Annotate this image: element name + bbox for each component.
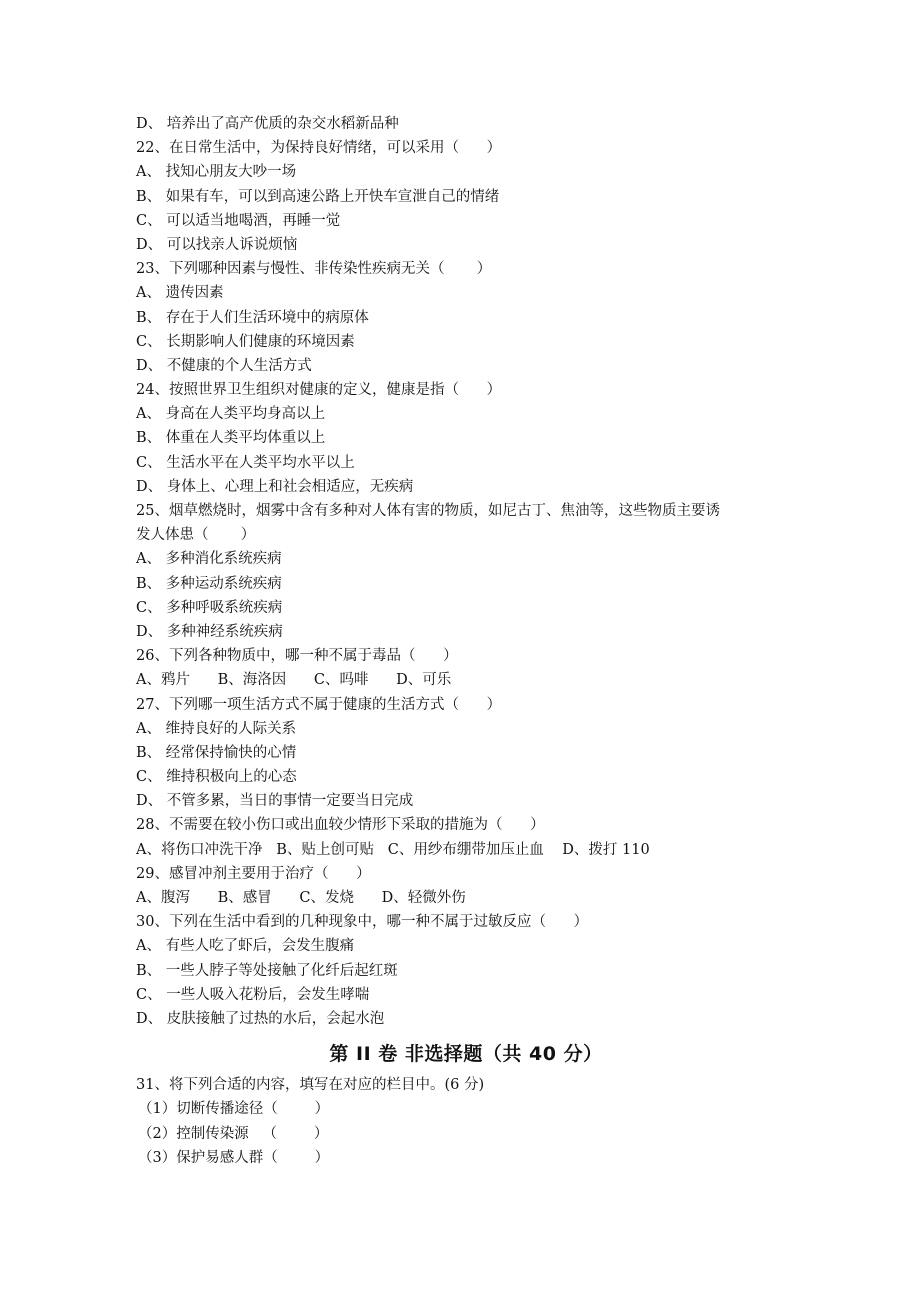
option-25-b: B、 多种运动系统疾病 [136,575,282,592]
question-29: 29、感冒冲剂主要用于治疗（ ） [136,865,371,882]
option-27-b: B、 经常保持愉快的心情 [136,744,297,761]
option-30-a: A、 有些人吃了虾后，会发生腹痛 [136,938,355,955]
document-content [136,112,796,1170]
question-31-item-2: （2）控制传染源 （ ） [138,1125,329,1142]
question-31: 31、将下列合适的内容，填写在对应的栏目中。(6 分) [136,1077,485,1094]
option-23-c: C、 长期影响人们健康的环境因素 [136,333,355,350]
question-25-line-2: 发人体患（ ） [136,527,256,544]
question-30: 30、下列在生活中看到的几种现象中，哪一种不属于过敏反应（ ） [136,914,589,931]
option-25-a: A、 多种消化系统疾病 [136,551,282,568]
option-22-c: C、 可以适当地喝酒，再睡一觉 [136,212,341,229]
option-27-a: A、 维持良好的人际关系 [136,720,297,737]
option-25-d: D、 多种神经系统疾病 [136,623,283,640]
option-23-d: D、 不健康的个人生活方式 [136,357,312,374]
option-24-b: B、 体重在人类平均体重以上 [136,430,326,447]
question-27: 27、下列哪一项生活方式不属于健康的生活方式（ ） [136,696,502,713]
options-29: A、腹泻 B、感冒 C、发烧 D、轻微外伤 [136,890,466,906]
option-24-c: C、 生活水平在人类平均水平以上 [136,454,355,471]
option-27-d: D、 不管多累，当日的事情一定要当日完成 [136,793,414,810]
question-23: 23、下列哪种因素与慢性、非传染性疾病无关（ ） [136,261,492,278]
option-21-d: D、 培养出了高产优质的杂交水稻新品种 [136,116,399,132]
option-27-c: C、 维持积极向上的心态 [136,769,297,786]
option-24-d: D、 身体上、心理上和社会相适应，无疾病 [136,478,414,495]
option-23-a: A、 遗传因素 [136,285,224,302]
option-22-a: A、 找知心朋友大吵一场 [136,164,297,181]
question-31-item-1: （1）切断传播途径（ ） [138,1101,330,1118]
option-22-b: B、 如果有车，可以到高速公路上开快车宣泄自己的情绪 [136,188,500,205]
question-25-line-1: 25、烟草燃烧时，烟雾中含有多种对人体有害的物质，如尼古丁、焦油等，这些物质主要诱 [136,503,720,519]
question-22: 22、在日常生活中，为保持良好情绪，可以采用（ ） [136,140,502,157]
option-30-d: D、 皮肤接触了过热的水后，会起水泡 [136,1010,385,1027]
question-28: 28、不需要在较小伤口或出血较少情形下采取的措施为（ ） [136,817,545,834]
option-23-b: B、 存在于人们生活环境中的病原体 [136,309,369,326]
question-26: 26、下列各种物质中，哪一种不属于毒品（ ） [136,648,458,665]
option-30-c: C、 一些人吸入花粉后，会发生哮喘 [136,986,370,1003]
option-22-d: D、 可以找亲人诉说烦恼 [136,236,298,253]
section-title: 第 II 卷 非选择题（共 40 分） [329,1043,603,1066]
options-28: A、将伤口冲洗干净 B、贴上创可贴 C、用纱布绷带加压止血 D、拨打 110 [136,841,650,858]
options-26: A、鸦片 B、海洛因 C、吗啡 D、可乐 [136,672,452,689]
question-31-item-3: （3）保护易感人群（ ） [138,1149,330,1166]
option-25-c: C、 多种呼吸系统疾病 [136,599,283,616]
option-24-a: A、 身高在人类平均身高以上 [136,406,326,423]
option-30-b: B、 一些人脖子等处接触了化纤后起红斑 [136,962,398,979]
question-24: 24、按照世界卫生组织对健康的定义，健康是指（ ） [136,382,502,399]
